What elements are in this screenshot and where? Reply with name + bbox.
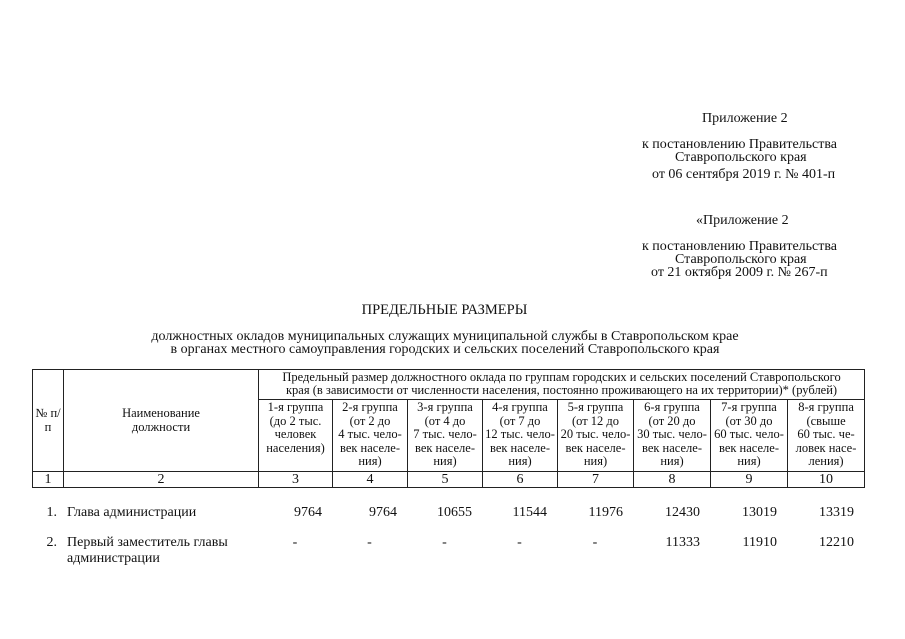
header-group-line: 2-я группа xyxy=(342,400,398,414)
column-number-8: 8 xyxy=(634,472,711,488)
header-group-line: ловек насе- xyxy=(795,440,857,455)
header-group-line: 60 тыс. чело- xyxy=(714,427,784,441)
header-group-line: человек xyxy=(274,427,317,441)
header-number: № п/п xyxy=(33,370,64,472)
header-group-2 xyxy=(333,400,408,472)
header-group-line: век населе- xyxy=(414,440,475,455)
header-group-title-line-1: Предельный размер должностного оклада по группам городских и сельских поселений Ставропольского xyxy=(282,370,841,384)
row-position-name-line: администрации xyxy=(67,551,160,566)
header-group-title-line-2: края (в зависимости от численности населения, постоянно проживающего на их территории)* (рублей) xyxy=(285,383,838,397)
appendix-quoted-decree-line-3: от 21 октября 2009 г. № 267-п xyxy=(651,265,828,280)
header-group-line: (до 2 тыс. xyxy=(269,413,322,428)
header-group-1 xyxy=(259,400,333,472)
header-group-line: век населе- xyxy=(718,440,779,455)
header-group-line: ния) xyxy=(433,454,457,468)
appendix-decree-line-3: от 06 сентября 2019 г. № 401-п xyxy=(652,167,836,182)
header-group-line: (от 4 до xyxy=(424,413,466,428)
row-position-name-line: Глава администрации xyxy=(67,505,197,520)
row-salary-value: - xyxy=(292,535,298,550)
header-group-line: населения) xyxy=(266,440,325,455)
row-salary-value: 11976 xyxy=(588,505,623,520)
column-number-6: 6 xyxy=(483,472,558,488)
row-number: 2. xyxy=(46,535,57,550)
header-group-line: ния) xyxy=(508,454,532,468)
header-group-line xyxy=(260,455,331,469)
row-salary-value: 9764 xyxy=(294,505,322,520)
header-group-line: 4 тыс. чело- xyxy=(338,427,402,441)
row-salary-value: 10655 xyxy=(437,505,472,520)
header-group-line: век населе- xyxy=(489,440,550,455)
header-group-line: век населе- xyxy=(565,440,626,455)
header-group-line: век населе- xyxy=(641,440,702,455)
header-group-line: 12 тыс. чело- xyxy=(485,427,555,441)
row-salary-value: 11333 xyxy=(665,535,700,550)
header-group-line: ния) xyxy=(583,454,608,468)
row-salary-value: 12210 xyxy=(819,535,854,550)
row-salary-value: 11544 xyxy=(512,505,547,520)
appendix-decree-line-2: Ставропольского края xyxy=(675,150,807,165)
header-group-line: ления) xyxy=(808,454,844,468)
header-group-line: 8-я группа xyxy=(798,400,854,414)
appendix-quoted-decree-line-1: к постановлению Правительства xyxy=(642,239,838,254)
row-salary-value: 12430 xyxy=(665,505,700,520)
header-group-line: (свыше xyxy=(806,413,846,428)
row-salary-value: 13319 xyxy=(819,505,854,520)
header-group-line: век населе- xyxy=(339,440,400,455)
header-group-line: (от 20 до xyxy=(648,413,696,428)
column-number-9: 9 xyxy=(711,472,788,488)
row-salary-value: - xyxy=(442,535,447,550)
header-group-line: (от 7 до xyxy=(499,413,541,428)
header-group-line: 1-я группа xyxy=(267,400,324,414)
salary-table-header xyxy=(32,369,865,488)
column-number-7: 7 xyxy=(558,472,634,488)
header-group-7 xyxy=(711,400,788,472)
column-number-2: 2 xyxy=(64,472,259,488)
row-number: 1. xyxy=(46,505,57,520)
document-subtitle-1: должностных окладов муниципальных служащих муниципальной службы в Ставропольском крае xyxy=(151,329,739,344)
header-group-line: 5-я группа xyxy=(567,400,624,414)
header-group-line: ния) xyxy=(358,454,382,468)
row-salary-value: 9764 xyxy=(369,505,397,520)
appendix-quoted-label: «Приложение 2 xyxy=(696,213,789,228)
header-group-line: (от 30 до xyxy=(725,413,773,428)
header-group-line: 4-я группа xyxy=(492,400,548,414)
row-salary-value: - xyxy=(517,535,522,550)
header-group-3 xyxy=(408,400,483,472)
document-title: ПРЕДЕЛЬНЫЕ РАЗМЕРЫ xyxy=(361,302,528,318)
header-group-title xyxy=(259,370,865,400)
row-salary-value: 13019 xyxy=(742,505,777,520)
row-position-name-line: Первый заместитель главы xyxy=(67,535,228,550)
header-group-line: (от 2 до xyxy=(349,413,391,428)
header-group-line: (от 12 до xyxy=(571,413,620,428)
table-row xyxy=(32,535,864,567)
header-group-line: 7 тыс. чело- xyxy=(413,427,477,441)
header-group-line: ния) xyxy=(737,454,761,468)
appendix-label: Приложение 2 xyxy=(702,111,788,126)
row-salary-value: - xyxy=(592,535,598,550)
column-number-3: 3 xyxy=(259,472,333,488)
header-group-line: 7-я группа xyxy=(721,400,777,414)
column-number-5: 5 xyxy=(408,472,483,488)
column-number-10: 10 xyxy=(788,472,865,488)
document-subtitle-2: в органах местного самоуправления городских и сельских поселений Ставропольского края xyxy=(170,342,720,357)
table-row xyxy=(32,505,864,535)
header-group-line: 6-я группа xyxy=(644,400,700,414)
header-group-line: 20 тыс. чело- xyxy=(560,427,631,441)
header-group-line: 60 тыс. че- xyxy=(797,427,855,441)
header-position-name: Наименование должности xyxy=(64,370,259,472)
salary-table-body xyxy=(32,505,864,567)
appendix-decree-line-1: к постановлению Правительства xyxy=(642,137,838,152)
row-position-name xyxy=(63,535,258,567)
header-group-line: 3-я группа xyxy=(417,400,473,414)
header-group-8 xyxy=(788,400,865,472)
header-group-5 xyxy=(558,400,634,472)
header-group-line: 30 тыс. чело- xyxy=(637,427,707,441)
row-position-name xyxy=(63,505,258,535)
header-group-line: ния) xyxy=(660,454,684,468)
column-number-4: 4 xyxy=(333,472,408,488)
header-group-4 xyxy=(483,400,558,472)
row-salary-value: - xyxy=(367,535,372,550)
header-group-6 xyxy=(634,400,711,472)
row-salary-value: 11910 xyxy=(742,535,777,550)
appendix-quoted-decree-line-2: Ставропольского края xyxy=(675,252,807,267)
column-number-1: 1 xyxy=(33,472,64,488)
